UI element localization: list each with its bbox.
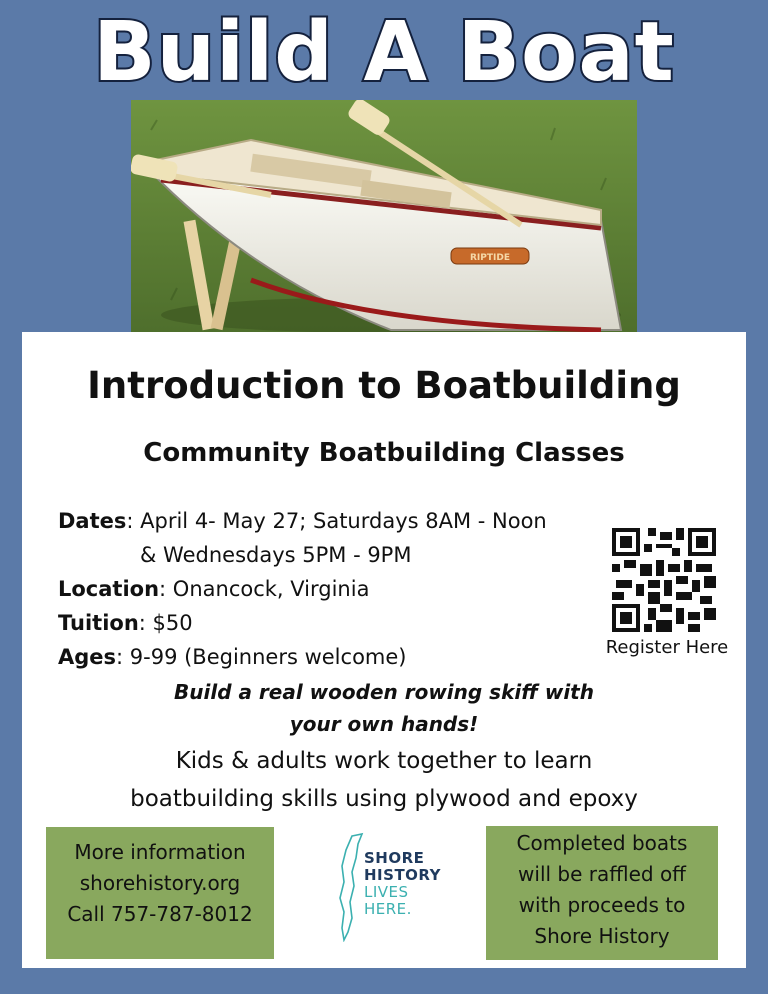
description-line-2: boatbuilding skills using plywood and epoxy	[130, 786, 638, 812]
info-website[interactable]: shorehistory.org	[79, 871, 241, 895]
more-info-box	[46, 827, 274, 959]
info-phone[interactable]: Call 757-787-8012	[67, 902, 253, 926]
ages-label: Ages	[58, 645, 117, 669]
raffle-box	[486, 826, 718, 960]
logo-line-3: LIVES	[364, 883, 409, 901]
info-line-1: More information	[74, 840, 246, 864]
poster-title: Build A Boat	[93, 5, 675, 100]
tuition-value: : $50	[138, 611, 193, 635]
tagline-line-2: your own hands!	[289, 712, 479, 736]
dates-row	[58, 504, 598, 538]
page-subheading: Community Boatbuilding Classes	[143, 438, 625, 468]
registration-qr-code[interactable]	[612, 528, 716, 632]
description	[22, 742, 746, 818]
page-heading: Introduction to Boatbuilding	[87, 364, 681, 407]
tuition-row	[58, 606, 598, 640]
boat-photo	[131, 100, 637, 336]
peninsula-outline-icon	[340, 834, 362, 940]
qr-label: Register Here	[605, 637, 729, 658]
dates-value: : April 4- May 27; Saturdays 8AM - Noon	[126, 509, 547, 533]
description-line-1: Kids & adults work together to learn	[175, 748, 593, 774]
tuition-label: Tuition	[58, 611, 139, 635]
raffle-line-4: Shore History	[534, 924, 670, 948]
raffle-line-3: with proceeds to	[518, 893, 686, 917]
tagline	[22, 676, 746, 740]
ages-value: : 9-99 (Beginners welcome)	[116, 645, 407, 669]
logo-line-1: SHORE	[364, 849, 425, 867]
class-details	[58, 504, 598, 674]
location-row	[58, 572, 598, 606]
dates-row-2	[58, 538, 598, 572]
ages-row	[58, 640, 598, 674]
dates-label: Dates	[58, 509, 127, 533]
raffle-line-1: Completed boats	[516, 831, 688, 855]
tagline-line-1: Build a real wooden rowing skiff with	[174, 680, 594, 704]
logo-line-2: HISTORY	[364, 866, 442, 884]
info-panel	[22, 332, 746, 968]
raffle-line-2: will be raffled off	[518, 862, 686, 886]
dates-value-2: & Wednesdays 5PM - 9PM	[140, 543, 412, 567]
location-value: : Onancock, Virginia	[159, 577, 370, 601]
logo-line-4: HERE.	[364, 900, 412, 918]
location-label: Location	[58, 577, 160, 601]
boat-nameplate: RIPTIDE	[470, 253, 510, 263]
shore-history-logo-text	[364, 850, 441, 918]
